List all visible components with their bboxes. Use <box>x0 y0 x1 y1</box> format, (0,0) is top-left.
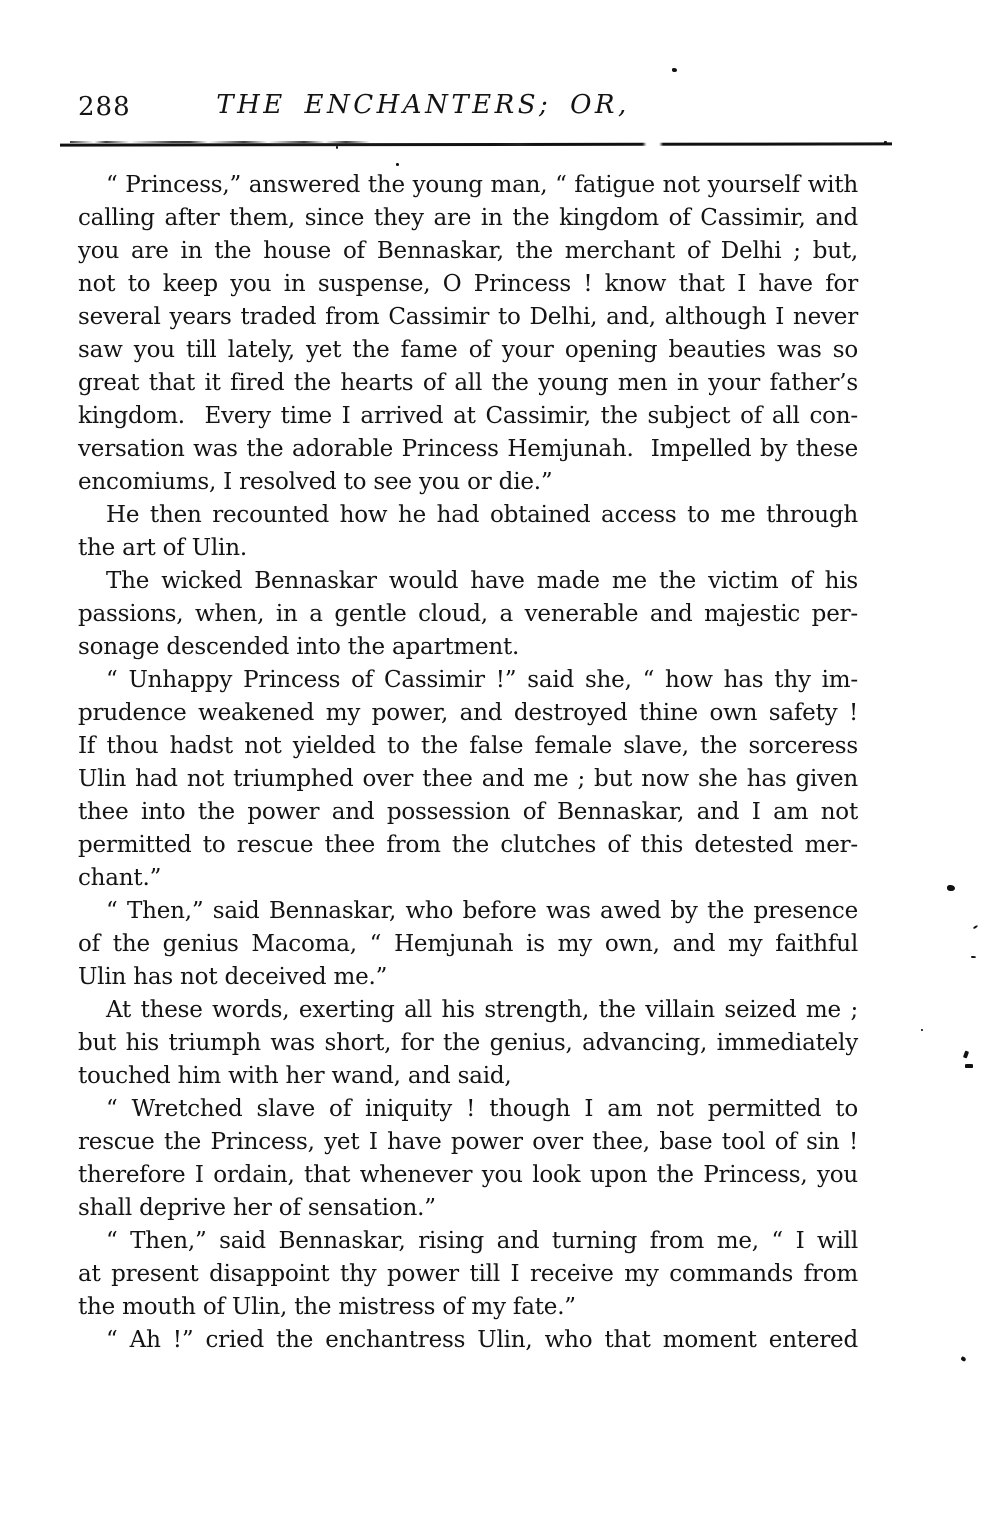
paragraph <box>78 565 858 664</box>
scan-speck <box>960 1356 966 1362</box>
text-line: chant.” <box>78 865 162 891</box>
paragraph <box>78 895 858 994</box>
paragraph <box>78 499 858 565</box>
text-line: great that it fired the hearts of all the young men in your father’s <box>78 370 858 396</box>
text-line: you are in the house of Bennaskar, the merchant of Delhi ; but, <box>78 238 858 264</box>
scan-speck <box>971 956 976 958</box>
scan-speck <box>336 146 338 149</box>
text-line: At these words, exerting all his strength, the villain seized me ; <box>106 997 858 1023</box>
text-line: prudence weakened my power, and destroyed thine own safety ! <box>78 700 858 726</box>
text-line: calling after them, since they are in the kingdom of Cassimir, and <box>78 205 858 231</box>
scan-speck <box>973 925 978 930</box>
text-line: sonage descended into the apartment. <box>78 634 520 660</box>
text-line: several years traded from Cassimir to Delhi, and, although I never <box>78 304 858 330</box>
text-line: saw you till lately, yet the fame of your opening beauties was so <box>78 337 858 363</box>
text-line: the art of Ulin. <box>78 535 247 561</box>
scan-speck <box>947 885 955 891</box>
page-body <box>78 169 858 1357</box>
header-rule <box>60 142 892 146</box>
paragraph <box>78 1093 858 1225</box>
text-line: “ Then,” said Bennaskar, rising and turning from me, “ I will <box>106 1228 858 1254</box>
text-line: “ Then,” said Bennaskar, who before was awed by the presence <box>106 898 858 924</box>
text-line: “ Wretched slave of iniquity ! though I am not permitted to <box>106 1096 858 1122</box>
scan-speck <box>884 141 887 143</box>
page-number: 288 <box>78 92 131 122</box>
text-line: rescue the Princess, yet I have power over thee, base tool of sin ! <box>78 1129 858 1155</box>
text-line: The wicked Bennaskar would have made me the victim of his <box>106 568 858 594</box>
header-rule-fray <box>70 141 370 143</box>
text-line: shall deprive her of sensation.” <box>78 1195 436 1221</box>
text-line: thee into the power and possession of Bennaskar, and I am not <box>78 799 858 825</box>
text-line: therefore I ordain, that whenever you look upon the Princess, you <box>78 1162 858 1188</box>
text-line: Ulin has not deceived me.” <box>78 964 388 990</box>
text-line: passions, when, in a gentle cloud, a venerable and majestic per- <box>78 601 858 627</box>
scan-speck <box>672 68 677 72</box>
text-line: “ Unhappy Princess of Cassimir !” said she, “ how has thy im- <box>106 667 858 693</box>
text-line: “ Princess,” answered the young man, “ fatigue not yourself with <box>106 172 858 198</box>
text-line: not to keep you in suspense, O Princess ! know that I have for <box>78 271 858 297</box>
paragraph <box>78 1225 858 1324</box>
running-head <box>78 90 938 130</box>
text-line: of the genius Macoma, “ Hemjunah is my own, and my faithful <box>78 931 858 957</box>
paragraph <box>78 169 858 499</box>
text-line: versation was the adorable Princess Hemjunah. Impelled by these <box>78 436 858 462</box>
text-line: He then recounted how he had obtained access to me through <box>106 502 858 528</box>
scan-speck <box>396 163 399 166</box>
text-line: kingdom. Every time I arrived at Cassimir, the subject of all con- <box>78 403 858 429</box>
text-line: “ Ah !” cried the enchantress Ulin, who that moment entered <box>106 1327 858 1353</box>
running-title: THE ENCHANTERS; OR, <box>216 90 630 120</box>
text-line: at present disappoint thy power till I receive my commands from <box>78 1261 858 1287</box>
text-line: If thou hadst not yielded to the false female slave, the sorceress <box>78 733 858 759</box>
text-line: the mouth of Ulin, the mistress of my fate.” <box>78 1294 576 1320</box>
scan-speck <box>965 1064 973 1068</box>
text-line: permitted to rescue thee from the clutches of this detested mer- <box>78 832 858 858</box>
paragraph <box>78 1324 858 1357</box>
text-line: touched him with her wand, and said, <box>78 1063 512 1089</box>
scan-speck <box>963 1051 969 1059</box>
text-line: encomiums, I resolved to see you or die.” <box>78 469 553 495</box>
paragraph <box>78 664 858 895</box>
scan-speck <box>921 1029 923 1031</box>
text-line: Ulin had not triumphed over thee and me ; but now she has given <box>78 766 858 792</box>
paragraph <box>78 994 858 1093</box>
text-line: but his triumph was short, for the genius, advancing, immediately <box>78 1030 858 1056</box>
